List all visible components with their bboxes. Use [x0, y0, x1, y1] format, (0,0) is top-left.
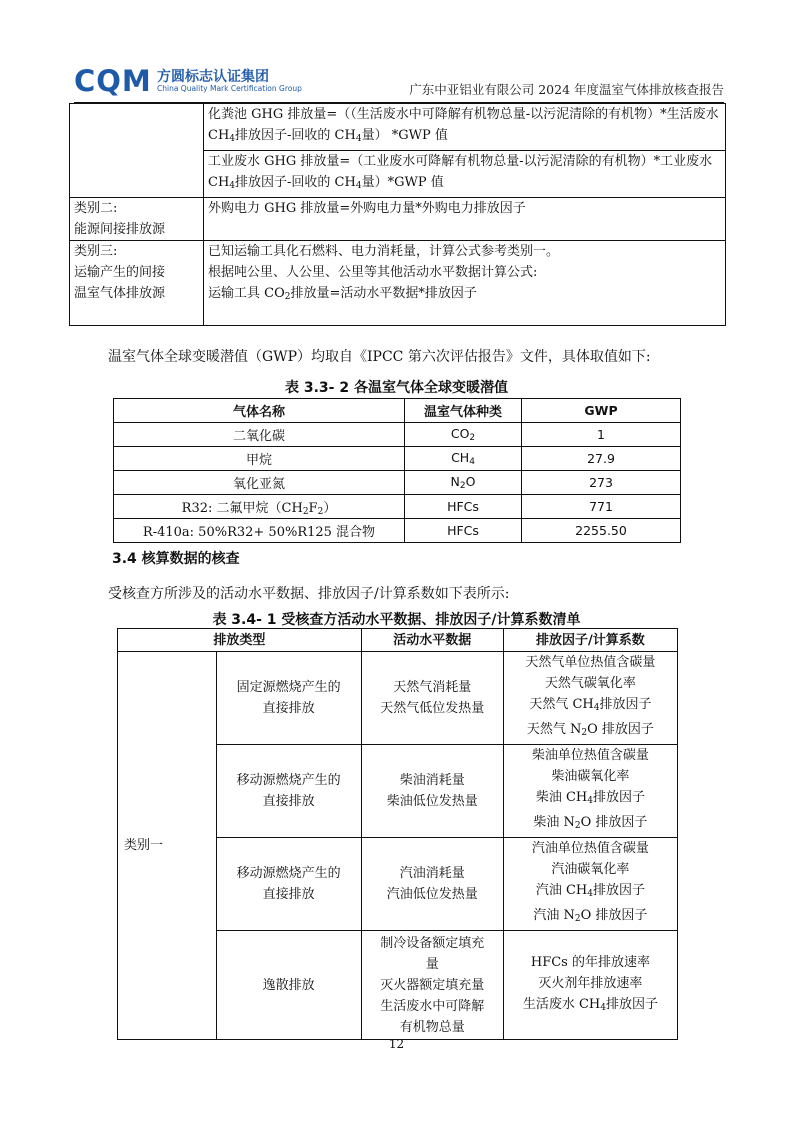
column-header: 排放类型: [118, 629, 362, 652]
formula-text: 排放因子-回收的 CH: [235, 175, 356, 190]
subscript: 4: [587, 889, 593, 899]
gas-type-text: O: [465, 474, 476, 489]
caption-number: 表 3.4- 1: [212, 612, 282, 628]
emission-type-text: 移动源燃烧产生的: [236, 773, 341, 788]
activity-data: [361, 838, 503, 931]
table-header-row: [118, 629, 678, 652]
emission-type: [216, 838, 361, 931]
formula-text: [208, 283, 721, 308]
formula-text: 工业废水 GHG 排放量=（工业废水可降解有机物总量-以污泥清除的有机物）*工业废水 CH: [208, 154, 713, 190]
subscript: 4: [355, 134, 362, 144]
emission-formula-table: [69, 103, 726, 326]
table-row: [114, 447, 681, 471]
activity-data: [361, 745, 503, 838]
activity-item: 天然气消耗量: [393, 680, 472, 695]
subscript: 2: [574, 914, 581, 924]
industrial-wastewater-formula: [204, 151, 725, 197]
formula-text: 已知运输工具化石燃料、电力消耗量，计算公式参考类别一。: [208, 244, 560, 259]
factor-text: O 排放因子: [580, 908, 648, 923]
category-cell: [70, 198, 204, 241]
factor-item: 天然气碳氧化率: [544, 676, 636, 691]
emission-factors: [503, 931, 677, 1040]
factor-text: O 排放因子: [580, 815, 648, 830]
category-label: 能源间接排放源: [74, 222, 166, 237]
factor-item: 汽油碳氧化率: [551, 862, 630, 877]
caption-text: 各温室气体全球变暖潜值: [353, 380, 508, 396]
factor-text: 柴油 CH: [535, 790, 588, 805]
subscript: 2: [581, 728, 588, 738]
formula-cell: [204, 241, 726, 326]
logo-english-name: China Quality Mark Certification Group: [157, 84, 302, 93]
gas-name-text: R32: 二氟甲烷（CH: [181, 500, 303, 516]
subscript: 4: [229, 134, 236, 144]
factor-text: 排放因子: [599, 697, 652, 712]
gas-type-text: CO: [450, 426, 470, 441]
subscript: 2: [469, 433, 476, 443]
factor-item: [504, 719, 677, 744]
factor-text: 生活废水 CH: [522, 996, 601, 1012]
factor-item: [504, 880, 677, 905]
activity-item: 天然气低位发热量: [380, 701, 485, 716]
category-cell-empty: [70, 104, 204, 198]
factor-text: 汽油 N: [533, 908, 575, 923]
gwp-value: 2255.50: [522, 519, 681, 543]
subscript: 4: [469, 457, 475, 467]
formula-text: 化粪池 GHG 排放量=（（生活废水中可降解有机物总量-以污泥清除的有机物）*生活废水 CH: [208, 107, 719, 143]
table-row: [114, 495, 681, 519]
factor-text: O 排放因子: [587, 722, 654, 737]
subscript: 4: [587, 796, 593, 806]
gas-type: HFCs: [405, 495, 522, 519]
gwp-value: 273: [522, 471, 681, 495]
activity-data-table: [117, 628, 678, 1040]
formula-text: 量）*GWP 值: [361, 175, 444, 190]
emission-type-text: 直接排放: [262, 701, 315, 716]
activity-data: [361, 931, 503, 1040]
caption-text: 受核查方活动水平数据、排放因子/计算系数清单: [281, 612, 581, 628]
category-cell: [70, 241, 204, 326]
factor-text: 汽油 CH: [535, 883, 588, 898]
table-row: [114, 471, 681, 495]
formula-text: 根据吨公里、人公里、公里等其他活动水平数据计算公式:: [208, 265, 538, 280]
gwp-value: 771: [522, 495, 681, 519]
table-row: [114, 423, 681, 447]
gas-name-text: ）: [323, 500, 337, 516]
caption-number: 表 3.3- 2: [285, 380, 354, 396]
table-row: [70, 198, 726, 241]
subscript: 2: [284, 292, 291, 302]
section-heading: 3.4 核算数据的核查: [112, 551, 240, 567]
gas-name: 二氧化碳: [114, 423, 405, 447]
column-header: 活动水平数据: [361, 629, 503, 652]
gwp-value: 27.9: [522, 447, 681, 471]
formula-text: 排放因子-回收的 CH: [235, 128, 356, 143]
factor-item: [504, 694, 677, 719]
page-header: [74, 66, 724, 100]
factor-item: 柴油单位热值含碳量: [531, 748, 649, 763]
activity-item: 柴油低位发热量: [386, 794, 478, 809]
factor-text: 天然气 N: [526, 722, 582, 737]
column-header: 气体名称: [114, 399, 405, 423]
emission-factors: [503, 745, 677, 838]
gwp-value: 1: [522, 423, 681, 447]
gas-name: 甲烷: [114, 447, 405, 471]
emission-type-text: 移动源燃烧产生的: [236, 866, 341, 881]
factor-text: 柴油 N: [533, 815, 575, 830]
gwp-table-caption: [0, 377, 793, 397]
factor-text: 排放因子: [605, 996, 658, 1012]
table-row: [70, 104, 726, 198]
subscript: 2: [459, 481, 466, 491]
activity-data: [361, 652, 503, 745]
activity-intro-paragraph: 受核查方所涉及的活动水平数据、排放因子/计算系数如下表所示:: [108, 586, 510, 602]
activity-item: 汽油低位发热量: [386, 887, 478, 902]
gas-name: [114, 495, 405, 519]
activity-item: 柴油消耗量: [399, 773, 465, 788]
formula-text: 量） *GWP 值: [361, 128, 448, 143]
emission-factors: [503, 838, 677, 931]
factor-item: 天然气单位热值含碳量: [525, 655, 656, 670]
column-header: 排放因子/计算系数: [503, 629, 677, 652]
category-label: 类别二:: [74, 201, 118, 216]
category-label: 类别三:: [74, 244, 118, 259]
factor-text: 天然气 CH: [529, 697, 594, 712]
activity-item: 量: [425, 956, 439, 972]
activity-table-caption: [0, 609, 793, 629]
factor-item: 灭火剂年排放速率: [538, 975, 643, 991]
emission-type: [216, 652, 361, 745]
emission-factors: [503, 652, 677, 745]
gwp-intro-paragraph: 温室气体全球变暖潜值（GWP）均取自《IPCC 第六次评估报告》文件，具体取值如下:: [108, 349, 651, 365]
activity-item: 制冷设备额定填充: [380, 935, 485, 951]
gas-name: 氧化亚氮: [114, 471, 405, 495]
activity-item: 汽油消耗量: [399, 866, 465, 881]
table-row: [118, 652, 678, 745]
subscript: 4: [229, 181, 236, 191]
factor-text: 排放因子: [592, 883, 645, 898]
table-header-row: [114, 399, 681, 423]
gas-name: R-410a: 50%R32+ 50%R125 混合物: [114, 519, 405, 543]
gas-name-text: F: [308, 500, 318, 516]
factor-text: 排放因子: [592, 790, 645, 805]
emission-type-text: 固定源燃烧产生的: [236, 680, 341, 695]
gas-type: [405, 423, 522, 447]
formula-text-part: 运输工具 CO: [208, 286, 285, 301]
factor-item: [504, 812, 677, 837]
subscript: 2: [317, 506, 324, 517]
category-label: 温室气体排放源: [74, 286, 166, 301]
formula-text: 外购电力 GHG 排放量=外购电力量*外购电力排放因子: [208, 201, 526, 216]
emission-type: [216, 745, 361, 838]
activity-item: 生活废水中可降解: [380, 998, 485, 1014]
subscript: 2: [574, 821, 581, 831]
factor-item: 柴油碳氧化率: [551, 769, 630, 784]
subscript: 4: [593, 703, 600, 713]
emission-type-text: 直接排放: [262, 794, 315, 809]
subscript: 2: [302, 506, 309, 517]
formula-cell: [204, 104, 726, 198]
subscript: 4: [355, 181, 362, 191]
emission-type-text: 直接排放: [262, 887, 315, 902]
report-title: 广东中亚铝业有限公司 2024 年度温室气体排放核查报告: [409, 82, 724, 97]
factor-item: [504, 905, 677, 930]
gas-type-text: N: [450, 474, 460, 489]
table-row: [70, 241, 726, 326]
gas-type-text: CH: [451, 450, 470, 465]
factor-item: [504, 994, 677, 1019]
emission-category: 类别一: [118, 652, 217, 1040]
activity-item: 灭火器额定填充量: [380, 977, 485, 993]
column-header: 温室气体种类: [405, 399, 522, 423]
factor-item: 汽油单位热值含碳量: [531, 841, 649, 856]
category-label: 运输产生的间接: [74, 265, 166, 280]
activity-item: 有机物总量: [399, 1019, 465, 1035]
factor-item: [504, 787, 677, 812]
cqm-logo: CQM: [74, 64, 152, 98]
logo-chinese-name: 方圆标志认证集团: [157, 69, 269, 85]
gas-type: [405, 447, 522, 471]
page-number: 12: [388, 1037, 405, 1051]
gwp-table: [113, 398, 681, 543]
column-header: GWP: [522, 399, 681, 423]
formula-cell: [204, 198, 726, 241]
subscript: 4: [600, 1002, 606, 1013]
septic-formula: [204, 104, 725, 151]
emission-type: 逸散排放: [216, 931, 361, 1040]
gas-type: [405, 471, 522, 495]
gas-type: HFCs: [405, 519, 522, 543]
formula-text-part: 排放量=活动水平数据*排放因子: [290, 286, 477, 301]
factor-item: HFCs 的年排放速率: [530, 954, 650, 970]
table-row: [114, 519, 681, 543]
